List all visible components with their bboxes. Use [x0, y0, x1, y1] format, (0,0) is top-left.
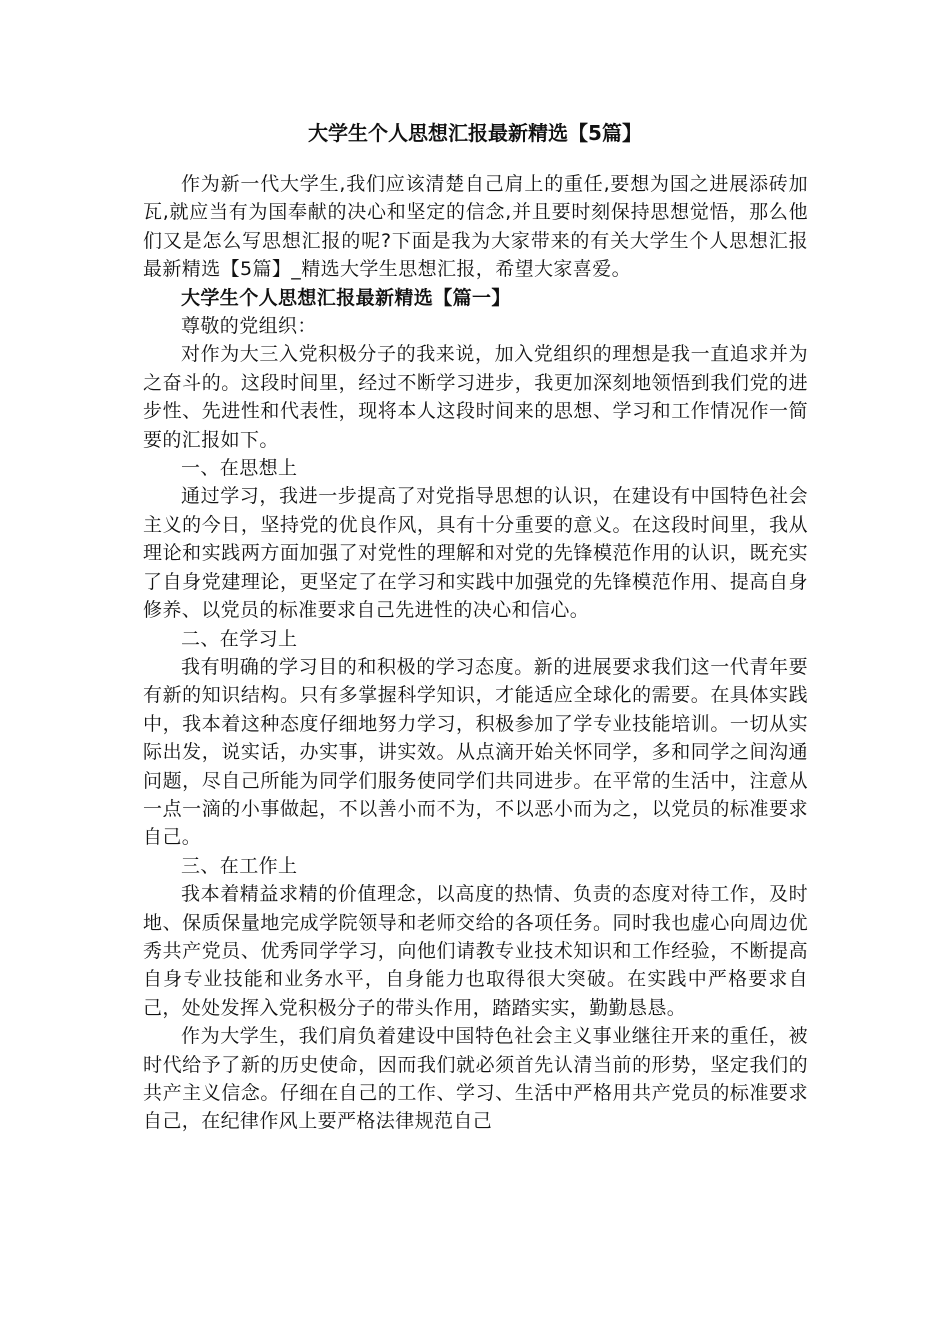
paragraph-4: 我本着精益求精的价值理念，以高度的热情、负责的态度对待工作，及时地、保质保量地完成学院领导和老师交给的各项任务。同时我也虚心向周边优秀共产党员、优秀同学学习，向他们请教专业技术知识和工作经验，不断提高自身专业技能和业务水平，自身能力也取得很大突破。在实践中严格要求自己，处处发挥入党积极分子的带头作用，踏踏实实，勤勤恳恳。: [143, 883, 808, 1019]
section-title: 大学生个人思想汇报最新精选【篇一】: [181, 286, 511, 309]
document-body: [143, 170, 808, 1136]
paragraph-3: 我有明确的学习目的和积极的学习态度。新的进展要求我们这一代青年要有新的知识结构。只有多掌握科学知识，才能适应全球化的需要。在具体实践中，我本着这种态度仔细地努力学习，积极参加了学专业技能培训。一切从实际出发，说实话，办实事，讲实效。从点滴开始关怀同学，多和同学之间沟通问题，尽自己所能为同学们服务使同学们共同进步。在平常的生活中，注意从一点一滴的小事做起，不以善小而不为，不以恶小而为之，以党员的标准要求自己。: [143, 655, 808, 849]
paragraph-5: 作为大学生，我们肩负着建设中国特色社会主义事业继往开来的重任，被时代给予了新的历史使命，因而我们就必须首先认清当前的形势，坚定我们的共产主义信念。仔细在自己的工作、学习、生活中严格用共产党员的标准要求自己，在纪律作风上要严格法律规范自己: [143, 1025, 808, 1133]
subheading-thought: 一、在思想上: [181, 457, 298, 480]
subheading-work: 三、在工作上: [181, 854, 298, 877]
salutation: 尊敬的党组织：: [181, 315, 317, 338]
document-title: 大学生个人思想汇报最新精选【5篇】: [308, 121, 642, 145]
paragraph-2: 通过学习，我进一步提高了对党指导思想的认识，在建设有中国特色社会主义的今日，坚持党的优良作风，具有十分重要的意义。在这段时间里，我从理论和实践两方面加强了对党性的理解和对党的先锋模范作用的认识，既充实了自身党建理论，更坚定了在学习和实践中加强党的先锋模范作用、提高自身修养、以党员的标准要求自己先进性的决心和信心。: [143, 485, 808, 622]
paragraph-1: 对作为大三入党积极分子的我来说，加入党组织的理想是我一直追求并为之奋斗的。这段时间里，经过不断学习进步，我更加深刻地领悟到我们党的进步性、先进性和代表性，现将本人这段时间来的思想、学习和工作情况作一简要的汇报如下。: [143, 343, 808, 451]
subheading-study: 二、在学习上: [181, 627, 298, 650]
intro-paragraph: 作为新一代大学生,我们应该清楚自己肩上的重任,要想为国之进展添砖加瓦,就应当有为国奉献的决心和坚定的信念,并且要时刻保持思想觉悟，那么他们又是怎么写思想汇报的呢?下面是我为大家带来的有关大学生个人思想汇报最新精选【5篇】_精选大学生思想汇报，希望大家喜爱。: [143, 173, 808, 281]
